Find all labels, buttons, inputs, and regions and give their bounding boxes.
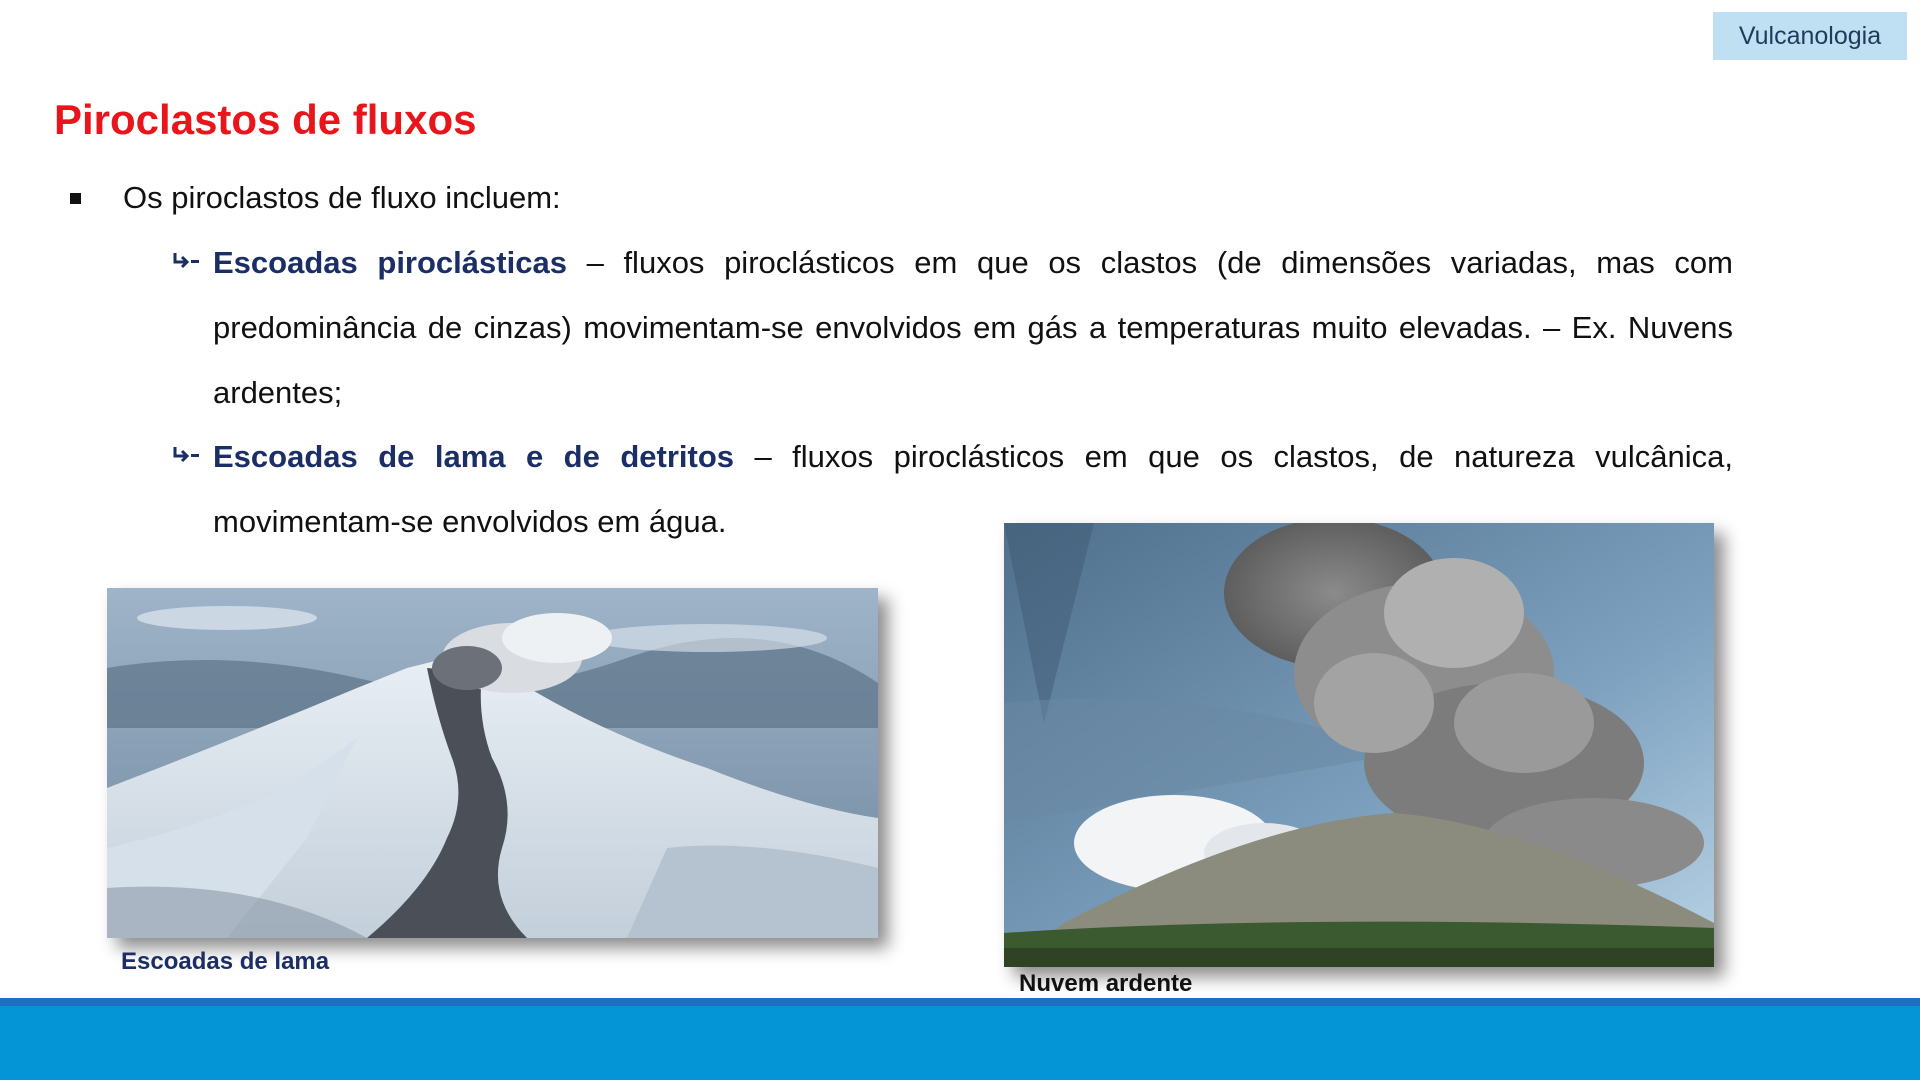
slide-title: Piroclastos de fluxos: [54, 96, 477, 143]
mudflow-caption: Escoadas de lama: [121, 948, 330, 975]
footer-accent-line: [0, 998, 1920, 1006]
topic-tag: Vulcanologia: [1713, 12, 1907, 60]
nuee-ardente-photo: [1004, 523, 1714, 967]
intro-text: Os piroclastos de fluxo incluem:: [123, 180, 561, 215]
mudflow-photo: [107, 588, 878, 938]
intro-bullet: [70, 176, 561, 220]
mudflow-photo-image: [107, 588, 878, 938]
list-item-escoadas-piroclasticas: [213, 230, 1733, 425]
nuee-ardente-photo-image: [1004, 523, 1714, 967]
arrow-bullet-icon: [172, 444, 202, 468]
item-term: Escoadas de lama e de detritos: [213, 439, 734, 474]
arrow-bullet-icon: [172, 250, 202, 274]
nuee-ardente-caption: Nuvem ardente: [1019, 970, 1193, 997]
item-text: – fluxos piroclásticos em que os clastos (de dimensões variadas, mas com predominância de cinzas) movimentam-se envolvidos em gás a temperaturas muito elevadas. – Ex. Nuvens ardentes;: [213, 245, 1733, 410]
footer-band: [0, 1006, 1920, 1080]
item-term: Escoadas piroclásticas: [213, 245, 567, 280]
square-bullet-icon: [70, 193, 81, 204]
item-text: – fluxos piroclásticos em que os clastos, de natureza vulcânica, movimentam-se envolvidos em água.: [213, 439, 1733, 539]
